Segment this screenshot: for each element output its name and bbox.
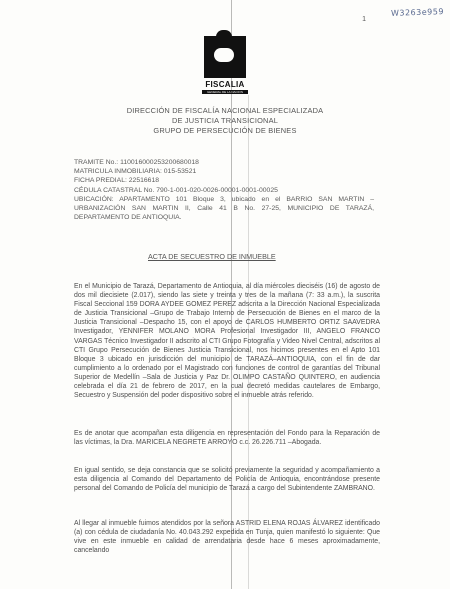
heading-line-1: DIRECCIÓN DE FISCALÍA NACIONAL ESPECIALIZADA (126, 106, 324, 115)
heading-line-3: GRUPO DE PERSECUCIÓN DE BIENES (153, 126, 297, 135)
logo-tagline: GENERAL DE LA NACION (202, 90, 248, 94)
acta-title: ACTA DE SECUESTRO DE INMUEBLE (148, 252, 276, 261)
case-metadata (74, 158, 374, 222)
logo-name: FISCALIA (205, 80, 245, 89)
ficha-predial: FICHA PREDIAL: 22516618 (74, 177, 160, 185)
fiscalia-logo (196, 36, 254, 94)
page-number: 1 (362, 16, 366, 23)
cedula-catastral: CÉDULA CATASTRAL No. 790-1-001-020-0026-00001-0001-00025 (74, 186, 278, 194)
paragraph-4: Al llegar al inmueble fuimos atendidos por la señora ASTRID ELENA ROJAS ÁLVAREZ identificado (a) con cédula de ciudadanía No. 40.043.292 expedida en Tunja, quien manifestó lo siguiente: Que vive en este inmueble en calidad de arrendataria desde hace 6 meses aproximadamente, cancelando (74, 520, 380, 555)
heading-line-2: DE JUSTICIA TRANSICIONAL (171, 116, 279, 125)
paragraph-2: Es de anotar que acompañan esta diligencia en representación del Fondo para la Reparación de las víctimas, la Dra. MARICELA NEGRETE ARROYO c.c. 26.226.711 –Abogada. (74, 430, 380, 447)
ubicacion: UBICACIÓN: APARTAMENTO 101 Bloque 3, ubicado en el BARRIO SAN MARTIN –URBANIZACIÓN SAN MARTIN II, Calle 41 B No. 27-25, MUNICIPIO DE TARAZÁ, DEPARTAMENTO DE ANTIOQUIA. (74, 195, 374, 222)
paragraph-1: En el Municipio de Tarazá, Departamento de Antioquia, al día miércoles dieciséis (16) de agosto de dos mil diecisiete (2.017), siendo las siete y treinta y tres de la mañana (7: 33 a.m.), la suscrita Fiscal Seccional 159 DORA AYDEE GOMEZ PEREZ adscrita a la Dirección Nacional Especializada de Justicia Transicional –Grupo de Trabajo Interno de Persecución de Bienes en el marco de la Justicia Transicional –Despacho 15, con el apoyo de CARLOS HUMBERTO ORTIZ SAAVEDRA Investigador, YENNIFER MOLANO MORA Profesional Investigador III, ANGELO FRANCO VARGAS Técnico Investigador II adscrito al CTI Grupo Fotografía y Video Nivel Central, adscritos al CTI Grupo Persecución de Bienes Justicia Transicional, nos hicimos presentes en el Apto 101 Bloque 3 ubicado en jurisdicción del municipio de TARAZÁ–ANTIOQUIA, con el fin de dar cumplimiento a lo ordenado por el Magistrado con funciones de control de garantías del Tribunal Superior de Medellín –Sala de Justicia y Paz Dr. OLIMPO CASTAÑO QUINTERO, en audiencia celebrada el día 21 de febrero de 2017, en la cual decretó medidas cautelares de Embargo, Secuestro y Suspensión del poder dispositivo sobre el inmueble atrás referido. (74, 283, 380, 400)
matricula-inmobiliaria: MATRICULA INMOBILIARIA: 015-53521 (74, 168, 197, 176)
puzzle-emblem-icon (204, 36, 246, 78)
handwritten-note: W3263e959 (390, 7, 445, 18)
paragraph-3: En igual sentido, se deja constancia que se solicitó previamente la seguridad y acompañamiento a esta diligencia al Comando del Departamento de Policía de Antioquia, encontrándose presente personal del Comando de Policía del municipio de Tarazá a cargo del Subintendente ZAMBRANO. (74, 467, 380, 493)
tramite-number: TRAMITE No.: 110016000253200680018 (74, 159, 199, 166)
